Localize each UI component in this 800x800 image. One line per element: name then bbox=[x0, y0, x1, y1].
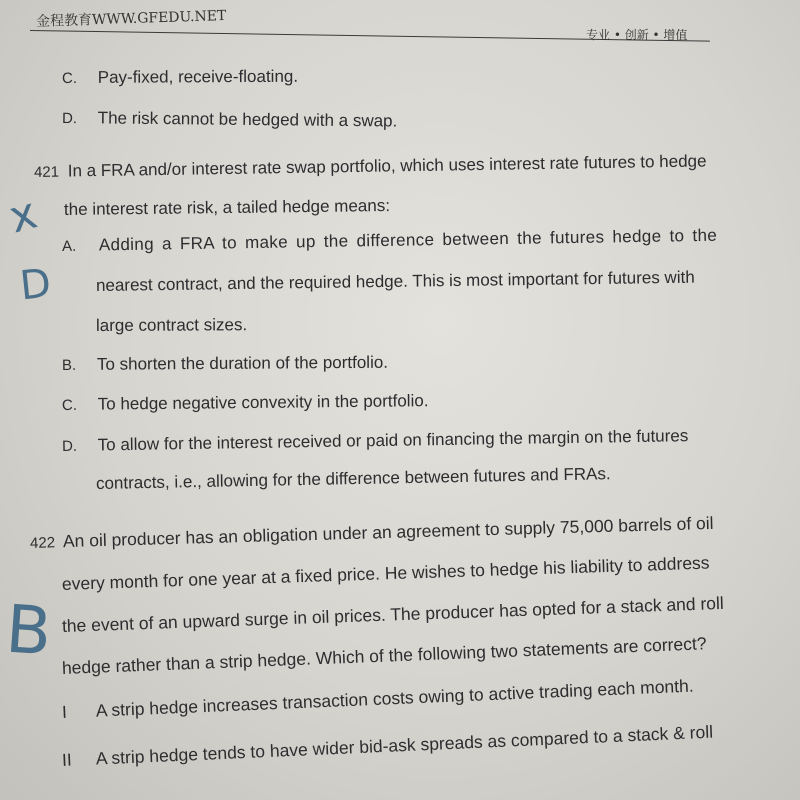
q422-stem-line-4: hedge rather than a strip hedge. Which of the following two statements are correct? bbox=[61, 633, 707, 678]
question-text: In a FRA and/or interest rate swap portfolio, which uses interest rate futures to hedge bbox=[67, 151, 707, 181]
q422-stem-line-3: the event of an upward surge in oil prices. The producer has opted for a stack and roll bbox=[61, 592, 725, 636]
handwritten-d-mark: D bbox=[17, 260, 54, 310]
handwritten-x-mark: x bbox=[3, 187, 43, 244]
q420-option-d bbox=[62, 108, 398, 132]
q421-option-a-line-2: nearest contract, and the required hedge. This is most important for futures with bbox=[95, 267, 695, 295]
question-text: An oil producer has an obligation under an agreement to supply 75,000 barrels of oil bbox=[62, 512, 714, 552]
q421-option-c bbox=[62, 391, 429, 415]
statement-text: A strip hedge increases transaction costs owing to active trading each month. bbox=[95, 675, 694, 721]
option-text: To allow for the interest received or paid on financing the margin on the futures bbox=[97, 426, 689, 455]
q421-option-a-line-1 bbox=[62, 226, 717, 256]
header-slogan: 专业 • 创新 • 增值 bbox=[586, 28, 688, 42]
q422-stem-line-2: every month for one year at a fixed price. He wishes to hedge his liability to address bbox=[61, 552, 710, 594]
q422-statement-2 bbox=[62, 722, 714, 771]
q420-option-c bbox=[62, 67, 298, 88]
option-letter: B. bbox=[61, 356, 77, 374]
option-text: Adding a FRA to make up the difference between the futures hedge to the bbox=[98, 225, 718, 255]
q421-stem-line-2: the interest rate risk, a tailed hedge means: bbox=[63, 196, 391, 219]
q421-stem-line-1 bbox=[34, 151, 707, 182]
q421-option-a-line-3: large contract sizes. bbox=[95, 315, 248, 335]
statement-numeral: II bbox=[61, 749, 73, 770]
statement-text: A strip hedge tends to have wider bid-ask spreads as compared to a stack & roll bbox=[95, 721, 714, 769]
publisher-logo: 金程教育WWW.GFEDU.NET bbox=[35, 8, 227, 30]
q422-stem-line-1 bbox=[30, 513, 714, 553]
option-text: To shorten the duration of the portfolio. bbox=[96, 352, 389, 374]
handwritten-b-mark: B bbox=[3, 590, 54, 671]
q421-option-d-line-1 bbox=[62, 426, 689, 456]
option-letter: A. bbox=[61, 237, 77, 255]
option-text: The risk cannot be hedged with a swap. bbox=[97, 108, 398, 131]
question-number: 422 bbox=[29, 534, 56, 552]
question-number: 421 bbox=[33, 163, 60, 181]
option-letter: D. bbox=[61, 110, 78, 128]
q421-option-b bbox=[62, 353, 388, 375]
option-letter: C. bbox=[61, 69, 78, 87]
option-text: To hedge negative convexity in the portfolio. bbox=[97, 391, 429, 414]
option-letter: D. bbox=[61, 437, 78, 455]
option-letter: C. bbox=[61, 396, 78, 414]
option-text: Pay-fixed, receive-floating. bbox=[97, 66, 299, 87]
statement-numeral: I bbox=[61, 701, 68, 722]
q421-option-d-line-2: contracts, i.e., allowing for the difference between futures and FRAs. bbox=[95, 464, 611, 493]
q422-statement-1 bbox=[62, 676, 694, 723]
